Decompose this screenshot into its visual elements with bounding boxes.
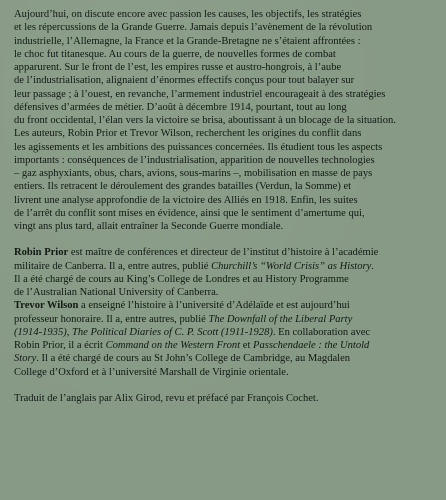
book-title: The Downfall of the Liberal Party [208, 313, 353, 325]
book-title: (1914-1935), The Political Diaries of C. P. Scott (1911-1928) [14, 326, 273, 338]
prior-line-3: Il a été chargé de cours au King’s College de Londres et au History Programme [14, 273, 349, 285]
summary-line: importants : conséquences de l’industrialisation, apparition de nouvelles technologies [14, 154, 375, 166]
summary-line: – gaz asphyxiants, obus, chars, avions, sous-marins –, mobilisation en masse de pays [14, 168, 373, 179]
book-title: Passchendaele : the Untold [253, 340, 370, 351]
summary-line: et les répercussions de la Grande Guerre. Jamais depuis l’avènement de la révolution [14, 22, 373, 34]
summary-line: le choc fut titanesque. Au cours de la guerre, de nouvelles formes de combat [14, 48, 336, 60]
summary-line: leur passage ; à l’ouest, en revanche, l’armement industriel encourageait à des stratégies [14, 88, 386, 100]
wilson-line-1: Trevor Wilson a enseigné l’histoire à l’université d’Adélaïde et est aujourd’hui [14, 300, 350, 312]
author-bio-prior [14, 246, 434, 299]
summary-line: entiers. Ils retracent le déroulement des grandes batailles (Verdun, la Somme) et [14, 181, 352, 193]
summary-line: défensives d’armées de métier. D’août à décembre 1914, pourtant, tout au long [14, 101, 347, 113]
wilson-line-3: (1914-1935), The Political Diaries of C. P. Scott (1911-1928). En collaboration avec [14, 326, 371, 338]
wilson-line-2: professeur honoraire. Il a, entre autres, publié The Downfall of the Liberal Party [14, 313, 353, 325]
wilson-line-4: Robin Prior, il a écrit Command on the Western Front et Passchendaele : the Untold [14, 340, 370, 351]
summary-line: de l’industrialisation, alignaient d’énormes effectifs conçus pour tout balayer sur [14, 75, 355, 87]
summary-line: vingt ans plus tard, allait entraîner la Seconde Guerre mondiale. [14, 221, 284, 232]
prior-line-2: militaire de Canberra. Il a, entre autres, publié Churchill’s “World Crisis” as History. [14, 260, 374, 272]
book-title: Churchill’s “World Crisis” as History [211, 260, 372, 272]
summary-line: Les auteurs, Robin Prior et Trevor Wilson, recherchent les origines du conflit dans [14, 128, 362, 140]
prior-line-4: de l’Australian National University of Canberra. [14, 287, 219, 298]
translation-credits [14, 392, 434, 405]
summary-line: de l’arrêt du conflit sont mises en évidence, ainsi que le sentiment d’amertume qui, [14, 207, 365, 219]
summary-line: industrielle, l’Allemagne, la France et la Grande-Bretagne ne s’étaient affrontées : [14, 35, 361, 47]
author-bio-wilson [14, 299, 434, 379]
spacer [14, 233, 434, 246]
summary-line: du front occidental, l’élan vers la victoire se brisa, aboutissant à un blocage de la situation. [14, 115, 396, 126]
author-name-prior: Robin Prior [14, 247, 69, 259]
summary-line: livrent une analyse approfondie de la victoire des Alliés en 1918. Enfin, les suites [14, 194, 358, 206]
wilson-line-6: College d’Oxford et à l’université Marshall de Virginie orientale. [14, 366, 289, 378]
book-title: Command on the Western Front [105, 340, 241, 351]
prior-line-1: Robin Prior est maître de conférences et directeur de l’institut d’histoire à l’académie [14, 247, 379, 259]
spacer [14, 379, 434, 392]
summary-line: apparurent. Sur le front de l’est, les empires russe et austro-hongrois, à l’aube [14, 62, 342, 73]
summary-line: Aujourd’hui, on discute encore avec passion les causes, les objectifs, les stratégies [14, 9, 362, 20]
book-title: Story [14, 353, 37, 365]
summary-paragraph [14, 8, 434, 233]
wilson-line-5: Story. Il a été chargé de cours au St John’s College de Cambridge, au Magdalen [14, 353, 351, 365]
credits-line: Traduit de l’anglais par Alix Girod, revu et préfacé par François Cochet. [14, 392, 319, 404]
author-name-wilson: Trevor Wilson [14, 300, 79, 312]
summary-line: les agissements et les ambitions des puissances concernées. Ils étudient tous les aspects [14, 141, 383, 153]
